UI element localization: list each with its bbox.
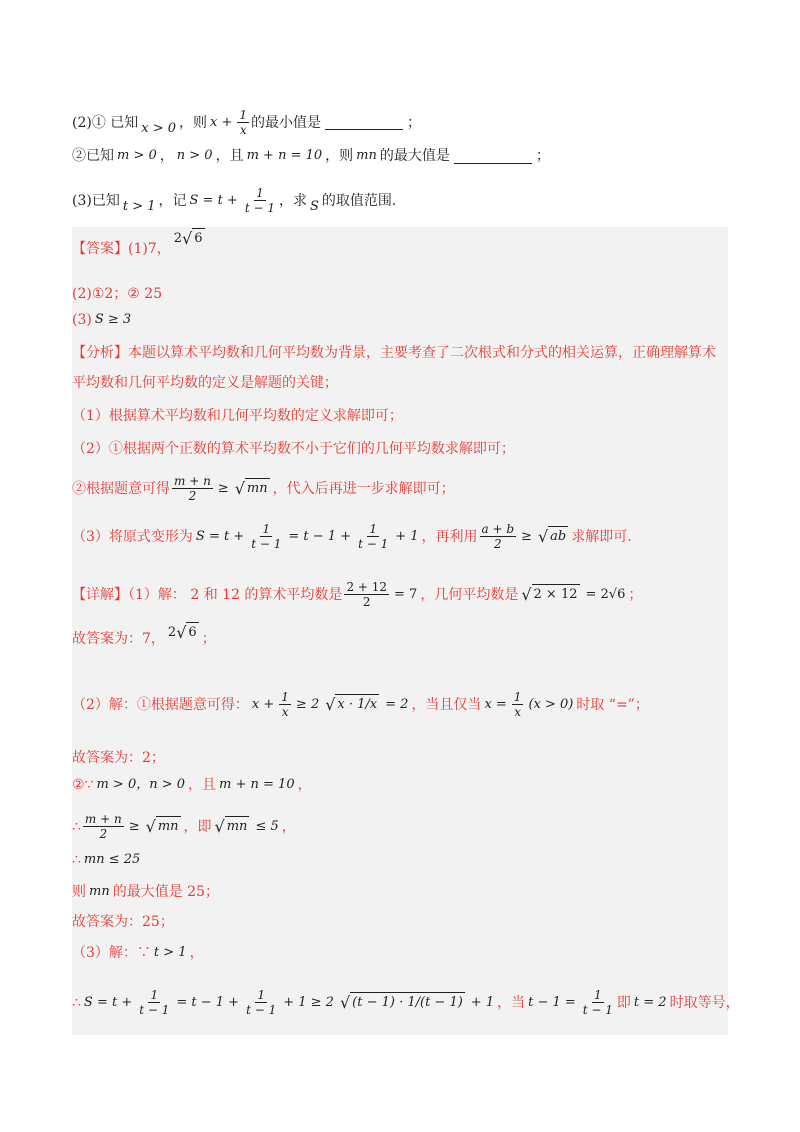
detail-8-prefix: 则	[72, 884, 86, 900]
question-2-1	[72, 108, 421, 137]
detail-2-end: ；	[201, 630, 216, 647]
detail-line-3	[72, 690, 649, 719]
analysis-6-expr-b: = t − 1 +	[288, 528, 352, 544]
analysis-4: （2）①根据两个正数的算术平均数不小于它们的几何平均数求解即可；	[72, 441, 515, 457]
question-3	[72, 186, 396, 215]
detail-5-cond1: m > 0，n > 0	[96, 777, 186, 792]
q2-2-expr: mn	[356, 148, 377, 163]
analysis-5-tail: ，代入后再进一步求解即可；	[272, 480, 455, 497]
q2-2-mid: ，且	[215, 148, 244, 164]
detail-11-expr-b: = t − 1 +	[176, 994, 240, 1010]
detail-line-4	[72, 748, 165, 768]
analysis-5-ge: ≥	[217, 480, 229, 496]
detail-4: 故答案为：2；	[72, 750, 165, 766]
detail-11-mid2: 即	[616, 994, 631, 1011]
answer-3-expr: S ≥ 3	[94, 312, 132, 327]
detail-6-prefix: ∴	[72, 818, 81, 835]
detail-11-tail: 时取等号，	[669, 994, 740, 1011]
detail-2-sqrt: 2 √ 6	[167, 623, 197, 642]
analysis-line-5	[72, 474, 455, 503]
q3-mid: ，记	[158, 192, 187, 209]
answer-line-3	[72, 310, 134, 330]
analysis-5-fraction: $\frac{m + n}{2}$	[174, 474, 211, 503]
detail-3-cond: (x > 0)	[528, 696, 574, 712]
q2-2-prefix: ②已知	[72, 148, 114, 164]
detail-6-sqrt-a: √ mn	[145, 817, 179, 836]
answer-1-sqrt: 2 √ 6	[173, 229, 203, 248]
analysis-3: （1）根据算术平均数和几何平均数的定义求解即可；	[72, 408, 403, 424]
detail-3-prefix: （2）解：①根据题意可得：	[72, 696, 249, 713]
analysis-6-frac-a: $\frac{1}{t - 1}$	[251, 522, 282, 551]
detail-line-1	[72, 580, 642, 609]
analysis-5-sqrt: √ mn	[234, 479, 268, 498]
analysis-line-6	[72, 522, 632, 551]
detail-11-expr-e: t − 1 =	[528, 994, 576, 1010]
detail-3-ge: ≥ 2	[295, 696, 320, 712]
q3-tail: ，求	[278, 192, 307, 209]
detail-9: 故答案为：25；	[72, 914, 174, 930]
detail-line-2	[72, 623, 216, 649]
answer-blank-2[interactable]	[454, 149, 532, 164]
detail-11-expr-a: S = t +	[83, 994, 133, 1010]
detail-7-prefix: ∴	[72, 852, 81, 868]
answer-blank-1[interactable]	[325, 115, 403, 130]
detail-6-sqrt-b: √ mn	[214, 817, 248, 836]
analysis-6-ge: ≥	[521, 528, 532, 544]
detail-line-8	[72, 882, 219, 902]
detail-line-6	[72, 812, 296, 841]
detail-8-tail: 的最大值是 25；	[112, 884, 219, 900]
analysis-6-expr-a: S = t +	[195, 528, 245, 544]
q2-1-expression: x +	[210, 114, 233, 130]
detail-line-10	[72, 943, 204, 963]
q2-1-tail: 的最小值是	[251, 114, 322, 131]
detail-3-frac-a: $\frac{1}{x}$	[281, 690, 289, 719]
q2-2-end: ；	[535, 148, 550, 164]
analysis-line-4	[72, 439, 515, 459]
detail-5-cond2: m + n = 10	[219, 777, 295, 792]
detail-11-frac-b: $\frac{1}{t - 1}$	[246, 988, 277, 1017]
detail-11-frac-a: $\frac{1}{t - 1}$	[139, 988, 170, 1017]
analysis-line-3	[72, 406, 403, 426]
detail-line-5	[72, 775, 312, 795]
q3-expression: S = t +	[189, 192, 238, 208]
detail-1-mid: ，几何平均数是	[420, 586, 519, 603]
detail-6-ge: ≥	[128, 818, 140, 834]
detail-1-sqrt: √ 2 × 12	[521, 585, 578, 604]
detail-line-7	[72, 850, 143, 870]
detail-3-frac-b: $\frac{1}{x}$	[513, 690, 522, 719]
answer-line-1	[72, 229, 208, 259]
detail-11-prefix: ∴	[72, 994, 81, 1011]
analysis-6-sqrt: √ ab	[537, 527, 567, 546]
detail-6-mid: ，即	[183, 818, 212, 835]
analysis-6-prefix: （3）将原式变形为	[72, 528, 193, 545]
detail-6-frac: $\frac{m + n}{2}$	[84, 812, 122, 841]
question-2-2	[72, 146, 550, 166]
detail-3-tail: 时取 “=”；	[576, 696, 649, 713]
detail-11-frac-c: $\frac{1}{t - 1}$	[582, 988, 613, 1017]
q2-2-cond2: n > 0	[176, 148, 213, 163]
detail-5-mid: ，且	[188, 777, 217, 793]
q2-2-mid2: ，则	[325, 148, 354, 164]
analysis-line-2	[72, 373, 338, 393]
analysis-6-mid: ，再利用	[421, 528, 478, 545]
detail-7-expr: mn ≤ 25	[83, 852, 141, 867]
detail-11-mid: ，当	[497, 994, 526, 1011]
detail-10-end: ，	[189, 945, 204, 961]
detail-1-end: ；	[628, 586, 643, 603]
q3-prefix: (3)已知	[72, 192, 120, 209]
analysis-5-prefix: ②根据题意可得	[72, 480, 170, 497]
detail-3-expr-a: x +	[251, 696, 275, 712]
q2-1-fraction: $\frac{1}{x}$	[239, 108, 248, 137]
analysis-2: 平均数和几何平均数的定义是解题的关键；	[72, 375, 338, 391]
detail-11-expr-d: + 1	[470, 994, 495, 1010]
detail-11-expr-f: t = 2	[633, 994, 667, 1010]
detail-line-11	[72, 988, 740, 1017]
q2-2-sep: ，	[159, 148, 174, 164]
q3-fraction: $\frac{1}{t - 1}$	[244, 186, 275, 215]
detail-5-prefix: ②∵	[72, 777, 94, 793]
analysis-6-expr-c: + 1	[395, 528, 419, 544]
analysis-1: 【分析】本题以算术平均数和几何平均数为背景，主要考查了二次根式和分式的相关运算，正确理解算术	[72, 345, 716, 361]
q2-1-end: ；	[407, 114, 422, 131]
q3-var: S	[309, 198, 319, 214]
detail-6-le: ≤ 5	[255, 818, 279, 834]
detail-1-eq: = 7	[394, 586, 418, 602]
q2-2-tail: 的最大值是	[379, 148, 450, 164]
detail-3-mid: ，当且仅当	[411, 696, 482, 713]
q2-1-condition: x > 0	[141, 120, 177, 136]
q3-condition: t > 1	[122, 198, 156, 214]
detail-1-frac: $\frac{2 + 12}{2}$	[346, 580, 388, 609]
detail-3-eq: = 2	[385, 696, 409, 712]
q2-1-prefix: (2)① 已知	[72, 114, 139, 131]
detail-10-cond: t > 1	[153, 945, 187, 960]
detail-11-expr-c: + 1 ≥ 2	[283, 994, 334, 1010]
detail-3-expr-b: x =	[484, 696, 507, 712]
q2-1-mid: ，则	[179, 114, 208, 131]
q3-end: 的取值范围.	[321, 192, 397, 209]
detail-10-prefix: （3）解：∵	[72, 945, 151, 961]
detail-line-9	[72, 912, 174, 932]
detail-1-prefix: 【详解】（1）解： 2 和 12 的算术平均数是	[72, 586, 343, 603]
detail-11-sqrt: √ (t − 1) · 1/(t − 1)	[339, 993, 463, 1012]
analysis-6-frac-b: $\frac{1}{t - 1}$	[358, 522, 389, 551]
detail-2-prefix: 故答案为：7，	[72, 630, 165, 647]
detail-1-eq2: = 2√6	[585, 586, 626, 602]
analysis-line-1	[72, 343, 716, 363]
analysis-6-frac-c: $\frac{a + b}{2}$	[481, 522, 515, 551]
q2-2-cond1: m > 0	[117, 148, 157, 163]
detail-8-expr: mn	[89, 884, 110, 899]
answer-1: 【答案】(1)7，	[72, 240, 171, 257]
answer-2: (2)①2；② 25	[72, 286, 163, 302]
detail-5-end: ，	[297, 777, 312, 793]
detail-3-sqrt: √ x · 1/x	[325, 695, 378, 714]
answer-line-2	[72, 284, 162, 304]
answer-3-prefix: (3)	[72, 312, 92, 328]
detail-6-end: ，	[281, 818, 296, 835]
analysis-6-tail: 求解即可.	[571, 528, 632, 545]
q2-2-cond3: m + n = 10	[246, 148, 323, 163]
